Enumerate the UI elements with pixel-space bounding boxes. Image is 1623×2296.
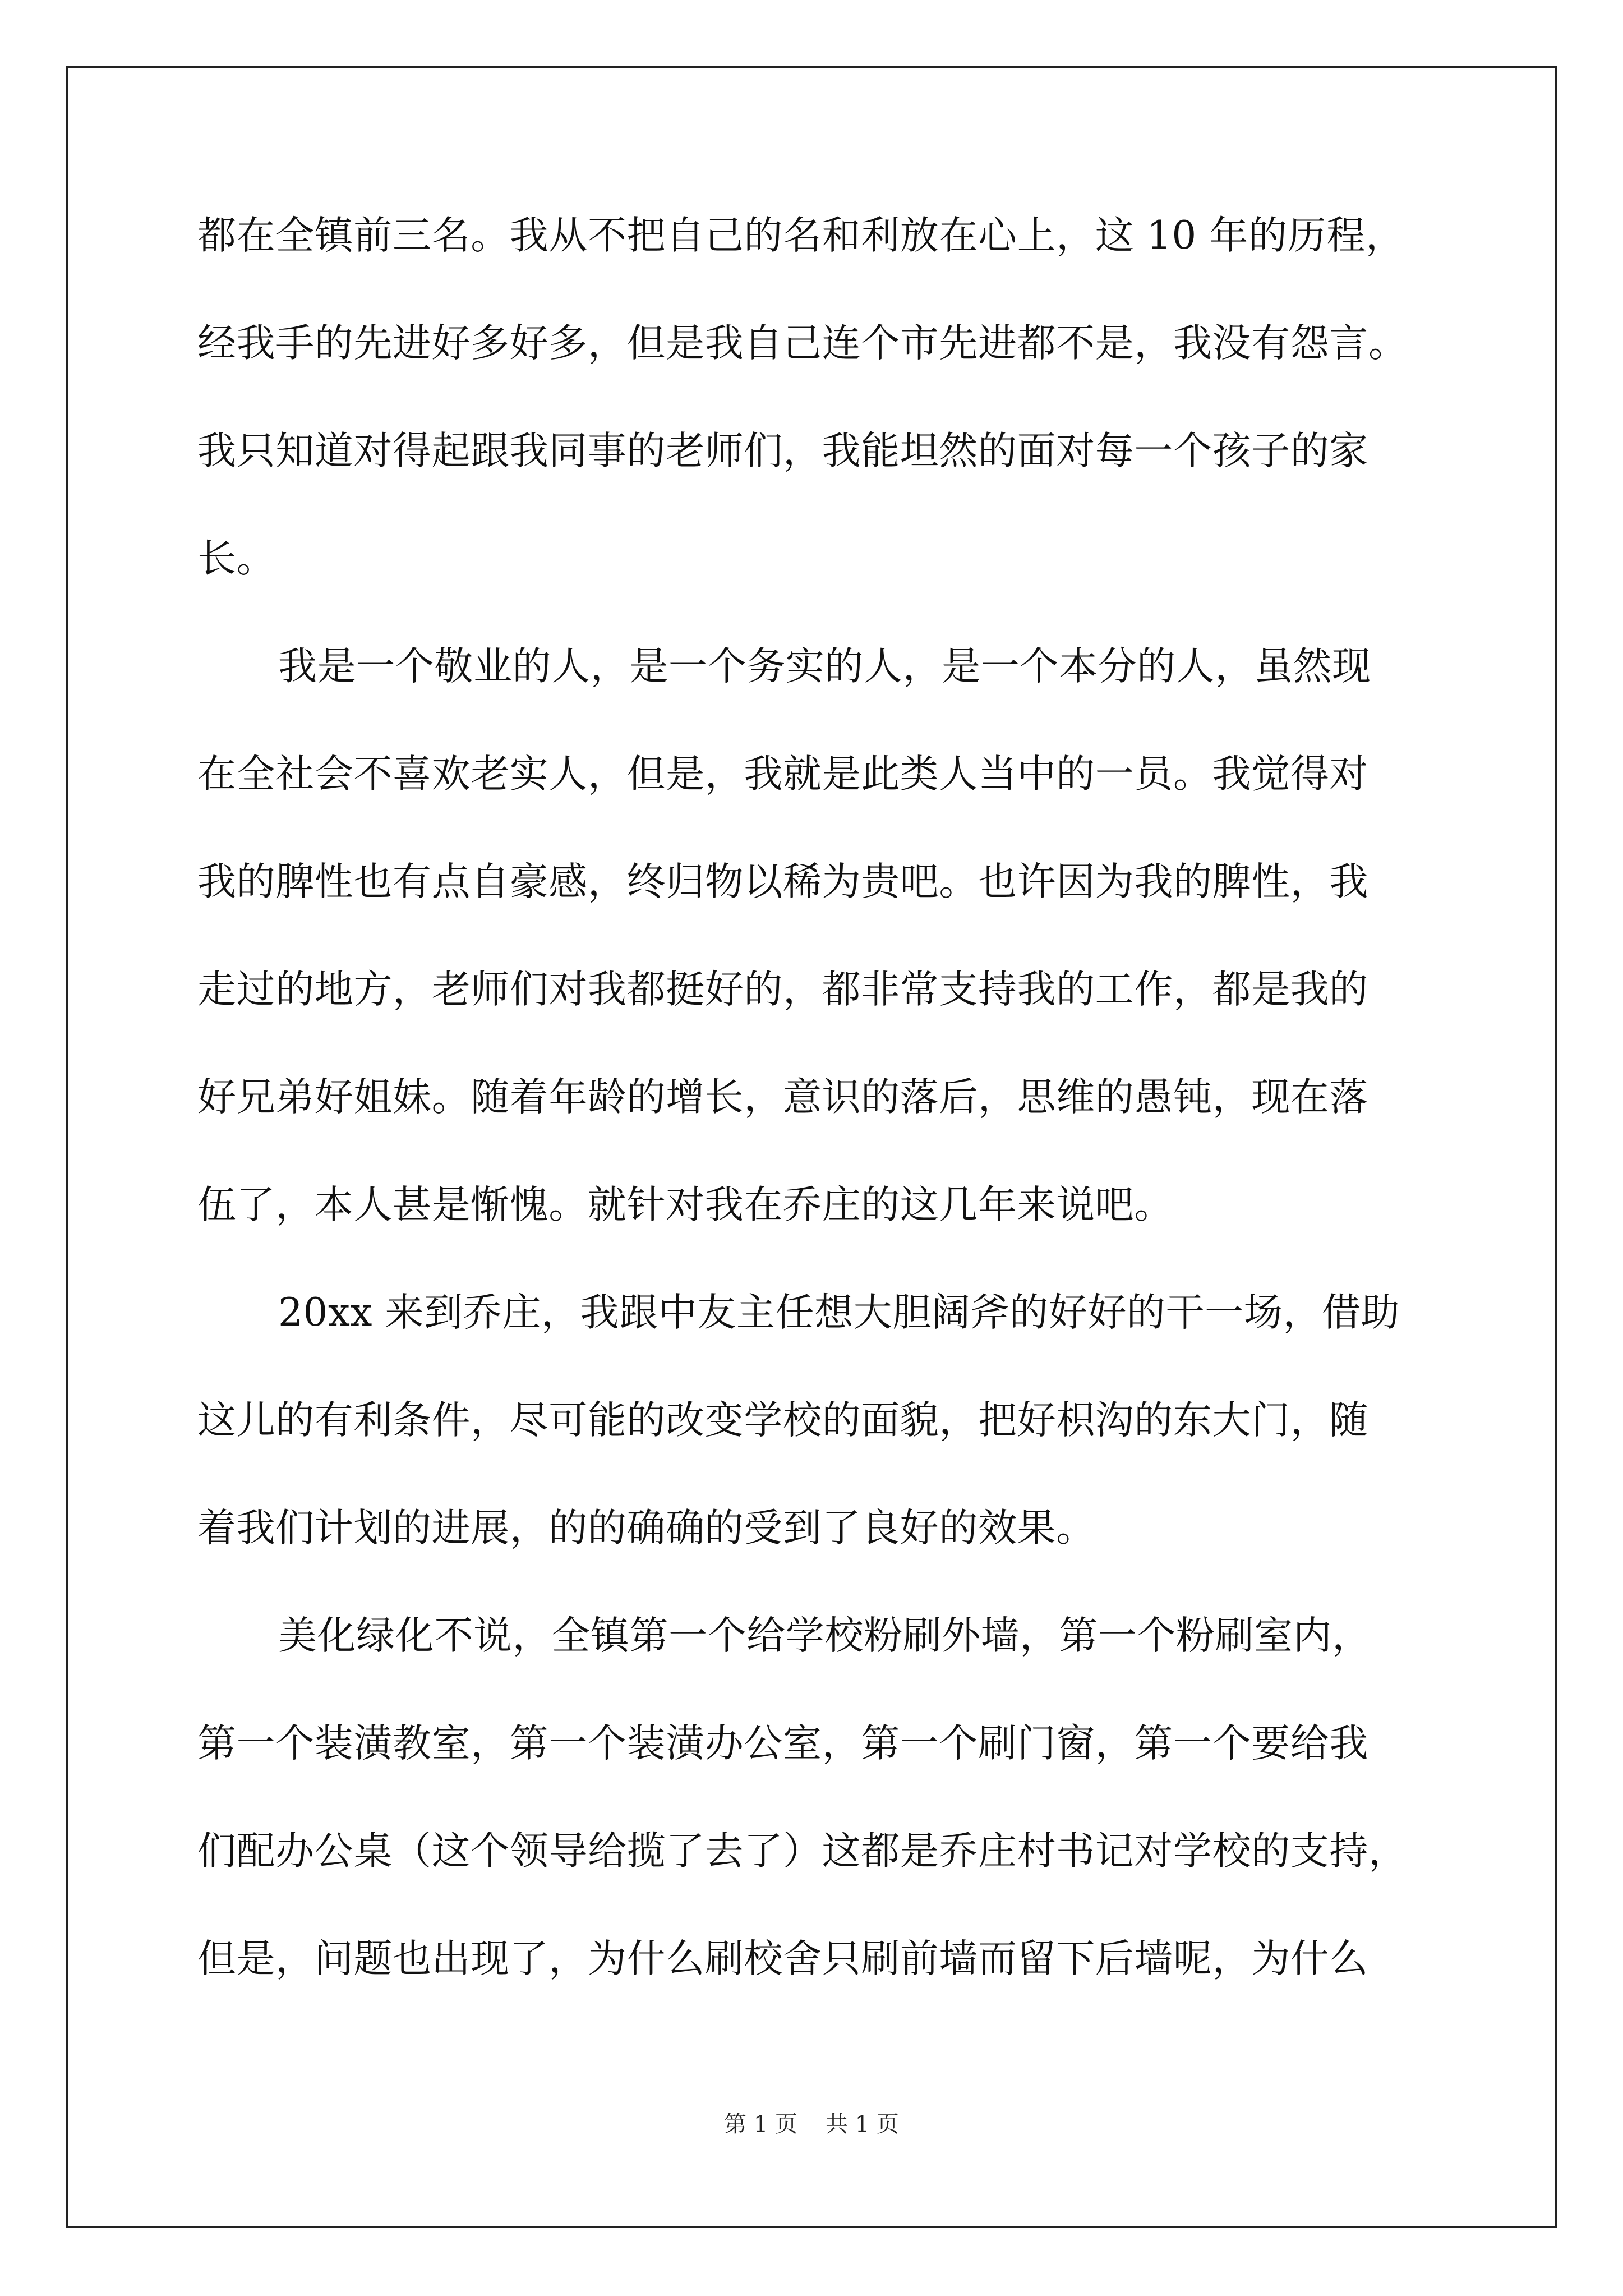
- text-line: 第一个装潢教室，第一个装潢办公室，第一个刷门窗，第一个要给我: [197, 1721, 1368, 1766]
- text-line: 都在全镇前三名。我从不把自己的名和利放在心上，这 10 年的历程，: [197, 213, 1405, 258]
- page-number: 第 1 页: [724, 2111, 797, 2137]
- text-line: 但是，问题也出现了，为什么刷校舍只刷前墙而留下后墙呢，为什么: [197, 1936, 1368, 1981]
- text-line: 们配办公桌（这个领导给揽了去了）这都是乔庄村书记对学校的支持，: [197, 1829, 1408, 1874]
- text-line: 我只知道对得起跟我同事的老师们，我能坦然的面对每一个孩子的家: [197, 429, 1368, 473]
- page-border: [66, 66, 1557, 2228]
- text-line: 我的脾性也有点自豪感，终归物以稀为贵吧。也许因为我的脾性，我: [197, 859, 1368, 904]
- text-line: 好兄弟好姐妹。随着年龄的增长，意识的落后，思维的愚钝，现在落: [197, 1075, 1368, 1120]
- paragraph-first-line: 20xx 来到乔庄，我跟中友主任想大胆阔斧的好好的干一场，借助: [278, 1290, 1400, 1335]
- text-line: 着我们计划的进展，的的确确的受到了良好的效果。: [197, 1506, 1095, 1550]
- page-footer: [0, 2110, 1623, 2138]
- text-line: 长。: [197, 536, 276, 581]
- text-line: 伍了，本人甚是惭愧。就针对我在乔庄的这几年来说吧。: [197, 1182, 1173, 1227]
- paragraph-first-line: 美化绿化不说，全镇第一个给学校粉刷外墙，第一个粉刷室内，: [278, 1613, 1371, 1658]
- text-line: 这儿的有利条件，尽可能的改变学校的面貌，把好枳沟的东大门，随: [197, 1398, 1368, 1443]
- paragraph-first-line: 我是一个敬业的人，是一个务实的人，是一个本分的人，虽然现: [278, 644, 1371, 689]
- text-line: 在全社会不喜欢老实人，但是，我就是此类人当中的一员。我觉得对: [197, 752, 1368, 797]
- text-line: 经我手的先进好多好多，但是我自己连个市先进都不是，我没有怨言。: [197, 321, 1408, 366]
- page-total: 共 1 页: [826, 2111, 899, 2137]
- text-line: 走过的地方，老师们对我都挺好的，都非常支持我的工作，都是我的: [197, 967, 1368, 1012]
